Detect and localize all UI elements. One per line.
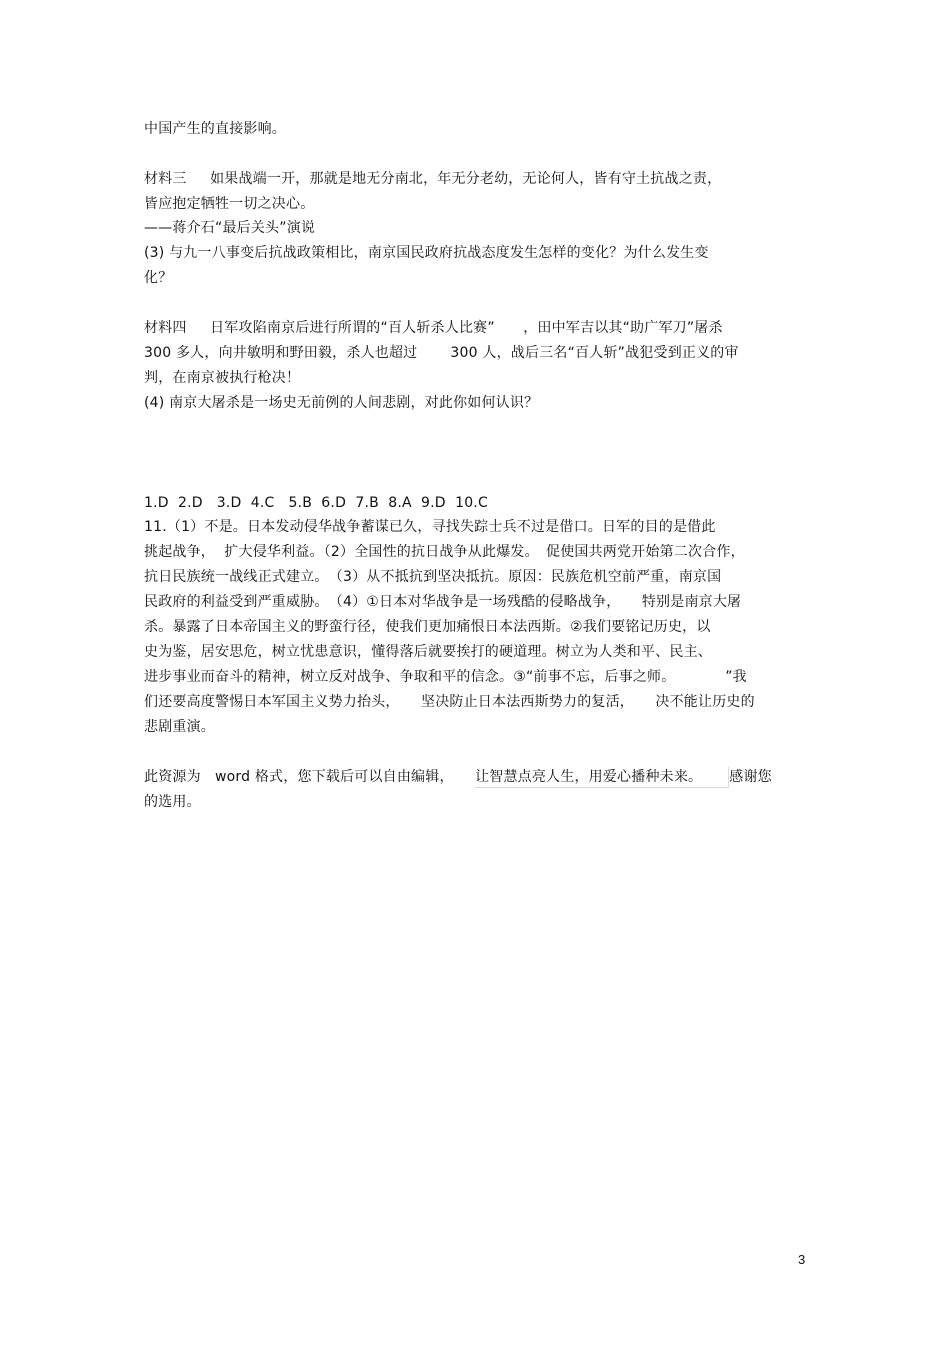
footer-note-line2: 的选用。 <box>144 794 201 810</box>
text-line: 抗日民族统一战线正式建立。 （3）从不抵抗到坚决抵抗。原因：民族危机空前严重，南京国 <box>144 569 722 585</box>
text-line: 进步事业而奋斗的精神，树立反对战争、争取和平的信念。③“前事不忘，后事之师。 ”我 <box>144 669 747 685</box>
text-line: 史为鉴，居安思危，树立忧患意识，懂得落后就要挨打的硬道理。树立为人类和平、民主、 <box>144 644 712 660</box>
text-line: 挑起战争， 扩大侵华利益。（2）全国性的抗日战争从此爆发。 促使国共两党开始第二次合作， <box>144 544 745 560</box>
question-4: (4) 南京大屠杀是一场史无前例的人间悲剧，对此你如何认识？ <box>144 395 539 411</box>
answer-key: 1.D 2.D 3.D 4.C 5.B 6.D 7.B 8.A 9.D 10.C <box>144 495 488 511</box>
text-line: 中国产生的直接影响。 <box>144 121 286 137</box>
quote-source: ——蒋介石“最后关头”演说 <box>144 220 316 236</box>
text-line: 判，在南京被执行枪决！ <box>144 370 301 386</box>
text-line: 300 多人，向井敏明和野田毅，杀人也超过 300 人，战后三名“百人斩”战犯受到正义的审 <box>144 345 739 361</box>
answer-11: 11.（1）不是。日本发动侵华战争蓄谋已久，寻找失踪士兵不过是借口。日军的目的是借此 <box>144 519 716 535</box>
material-four-line: 材料四 日军攻陷南京后进行所谓的“百人斩杀人比赛” ，田中军吉以其“助广军刀”屠杀 <box>144 320 723 336</box>
text-line: 皆应抱定牺牲一切之决心。 <box>144 196 315 212</box>
footer-slogan: 让智慧点亮人生，用爱心播种未来。 <box>475 767 729 788</box>
text-line: 杀。暴露了日本帝国主义的野蛮行径，使我们更加痛恨日本法西斯。②我们要铭记历史，以 <box>144 619 711 635</box>
text-line: 悲剧重演。 <box>144 719 215 735</box>
question-3: (3) 与九一八事变后抗战政策相比，南京国民政府抗战态度发生怎样的变化？为什么发生变 <box>144 245 709 261</box>
material-three-line: 材料三 如果战端一开，那就是地无分南北，年无分老幼，无论何人，皆有守土抗战之责， <box>144 171 722 187</box>
page-number: 3 <box>798 1252 806 1267</box>
footer-note <box>144 767 772 788</box>
text-line: 们还要高度警惕日本军国主义势力抬头， 坚决防止日本法西斯势力的复活， 决不能让历史的 <box>144 694 755 710</box>
text-line: 化？ <box>144 270 173 286</box>
text-line: 民政府的利益受到严重威胁。 （4）①日本对华战争是一场残酷的侵略战争， 特别是南京大屠 <box>144 594 742 610</box>
footer-note-part3: 感谢您 <box>729 769 772 785</box>
footer-note-part1: 此资源为 word 格式，您下载后可以自由编辑， <box>144 769 476 785</box>
